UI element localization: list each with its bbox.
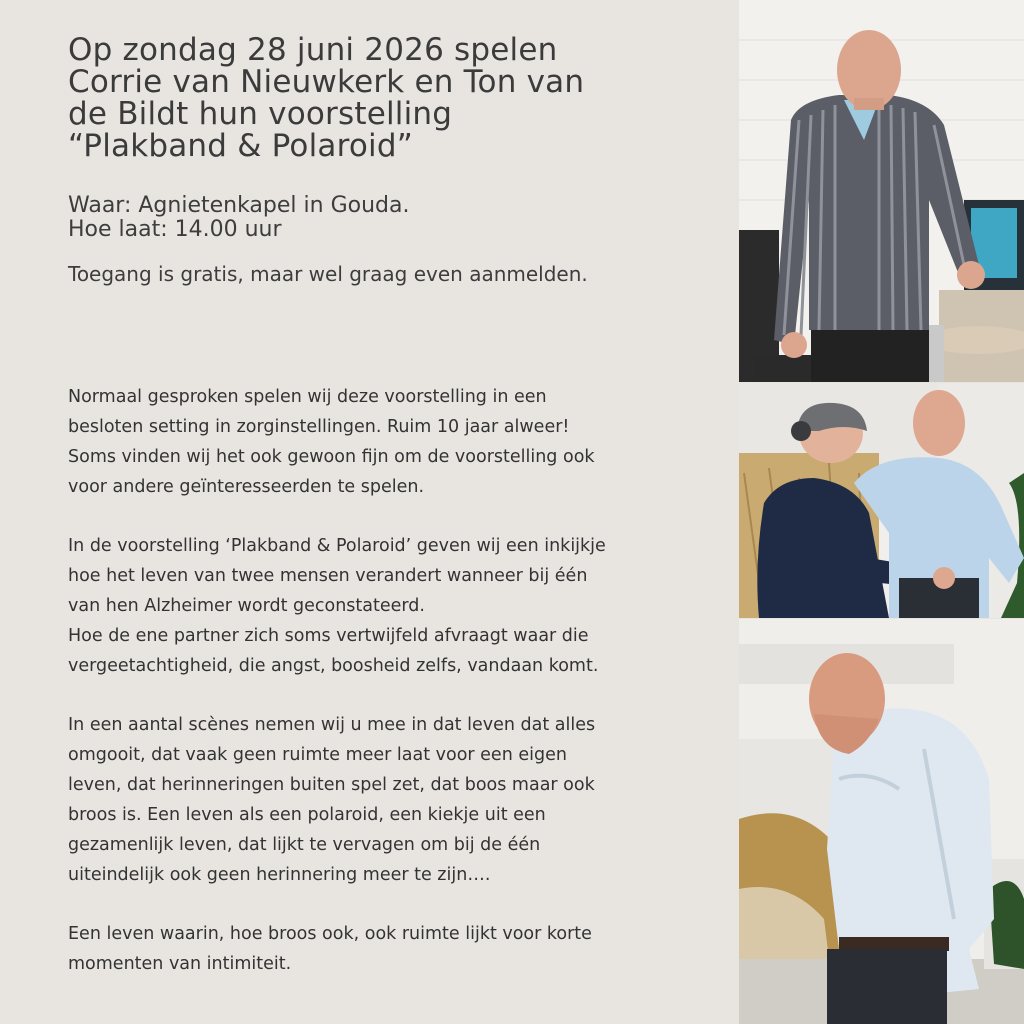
headline-line: Op zondag 28 juni 2026 spelen bbox=[68, 32, 558, 68]
text-line: gezamenlijk leven, dat lijkt te vervagen om bij de één bbox=[68, 835, 541, 855]
description bbox=[68, 382, 718, 979]
photo-column bbox=[739, 0, 1024, 1024]
text-line: momenten van intimiteit. bbox=[68, 954, 292, 974]
text-line: vergeetachtigheid, die angst, boosheid zelfs, vandaan komt. bbox=[68, 656, 599, 676]
headline-line: Corrie van Nieuwkerk en Ton van bbox=[68, 64, 585, 100]
paragraph bbox=[68, 919, 718, 979]
text-line: In een aantal scènes nemen wij u mee in dat leven dat alles bbox=[68, 715, 596, 735]
text-line: Een leven waarin, hoe broos ook, ook ruimte lijkt voor korte bbox=[68, 924, 592, 944]
text-line: Soms vinden wij het ook gewoon fijn om de voorstelling ook bbox=[68, 447, 595, 467]
headline bbox=[68, 34, 718, 162]
text-line: voor andere geïnteresseerden te spelen. bbox=[68, 477, 425, 497]
text-line: Normaal gesproken spelen wij deze voorstelling in een bbox=[68, 387, 547, 407]
time-text: Hoe laat: 14.00 uur bbox=[68, 217, 282, 242]
text-line: hoe het leven van twee mensen verandert wanneer bij één bbox=[68, 566, 588, 586]
headline-line: de Bildt hun voorstelling bbox=[68, 96, 453, 132]
headline-line: “Plakband & Polaroid” bbox=[68, 128, 413, 164]
photo-actor-looking-down bbox=[739, 619, 1024, 1024]
text-line: broos is. Een leven als een polaroid, een kiekje uit een bbox=[68, 805, 546, 825]
paragraph bbox=[68, 531, 718, 681]
text-line: Hoe de ene partner zich soms vertwijfeld afvraagt waar die bbox=[68, 626, 589, 646]
photo-actors-together bbox=[739, 383, 1024, 618]
text-line: leven, dat herinneringen buiten spel zet, dat boos maar ook bbox=[68, 775, 595, 795]
photo-actor-striped-jacket bbox=[739, 0, 1024, 382]
access-note: Toegang is gratis, maar wel graag even aanmelden. bbox=[68, 262, 588, 286]
paragraph bbox=[68, 382, 718, 502]
paragraph bbox=[68, 710, 718, 890]
event-details bbox=[68, 194, 718, 242]
text-line: omgooit, dat vaak geen ruimte meer laat voor een eigen bbox=[68, 745, 567, 765]
header-block bbox=[68, 34, 718, 286]
text-line: uiteindelijk ook geen herinnering meer te zijn…. bbox=[68, 865, 491, 885]
text-line: van hen Alzheimer wordt geconstateerd. bbox=[68, 596, 425, 616]
location-text: Waar: Agnietenkapel in Gouda. bbox=[68, 193, 410, 218]
text-line: In de voorstelling ‘Plakband & Polaroid’ geven wij een inkijkje bbox=[68, 536, 606, 556]
text-line: besloten setting in zorginstellingen. Ruim 10 jaar alweer! bbox=[68, 417, 570, 437]
